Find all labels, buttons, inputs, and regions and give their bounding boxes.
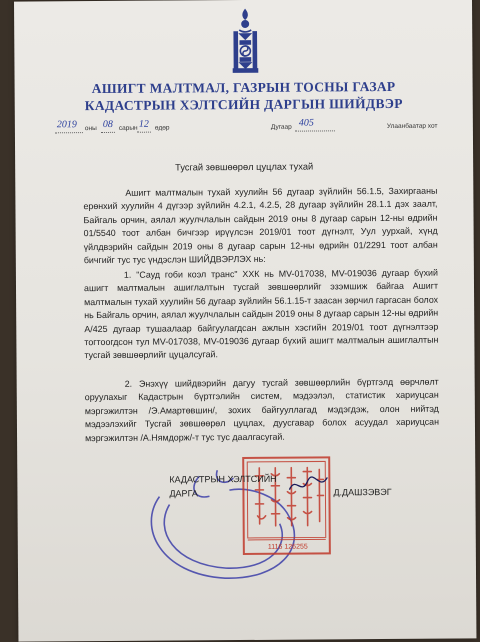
date-month-label: сарын bbox=[118, 124, 138, 132]
document-page bbox=[14, 0, 476, 642]
date-month-line bbox=[101, 132, 115, 133]
signatory-title-line2: ДАРГА bbox=[169, 488, 198, 499]
date-month: 08 bbox=[102, 118, 113, 130]
document-type: КАДАСТРЫН ХЭЛТСИЙН ДАРГЫН ШИЙДВЭР bbox=[84, 95, 403, 114]
decision-title: Тусгай зөвшөөрөл цуцлах тухай bbox=[175, 161, 314, 173]
decision-item-2: 2. Энэхүү шийдвэрийн дагуу тусгай зөвшөөрлийн бүртгэлд өөрчлөлт оруулахыг Кадастрын бүртгэлийн систем, мэдээлэл, статистик хариуцсан мэргэжилтэн /Э.Амартөвшин/, зохих байгууллагад мэдэгдэж, олон нийтэд мэдээлэхийг Тусгай зөвшөөрөл цуцлах, дуусгавар болох асуудал хариуцсан мэргэжилтэн /А.Нямдорж/-т тус тус даалгасугай. bbox=[84, 376, 439, 443]
signatory-name: Д.ДАШЗЭВЭГ bbox=[333, 486, 392, 498]
number-line bbox=[295, 130, 335, 131]
date-year: 2019 bbox=[56, 119, 77, 131]
state-emblem-icon bbox=[230, 8, 260, 74]
agency-name: АШИГТ МАЛТМАЛ, ГАЗРЫН ТОСНЫ ГАЗАР bbox=[91, 78, 396, 97]
stamp-number: 1116 126255 bbox=[267, 543, 308, 551]
date-year-label: оны bbox=[84, 125, 97, 133]
handwritten-signature-icon bbox=[285, 471, 331, 497]
date-day-label: өдөр bbox=[154, 124, 170, 132]
city-label: Улаанбаатар хот bbox=[386, 122, 438, 130]
number-label: Дугаар bbox=[270, 123, 292, 131]
number-value: 405 bbox=[298, 117, 314, 129]
date-day-line bbox=[137, 132, 151, 133]
preamble-paragraph: Ашигт малтмалын тухай хуулийн 56 дугаар зүйлийн 56.1.5, Захиргааны ерөнхий хуулийн 4 дүгээр зүйлийн 4.2.1, 4.2.5, 28 дугаар зүйлийн 28.1.1 дэх заалт, Байгаль орчин, аялал жуулчлалын сайдын 2019 оны 8 дугаар сарын 12-ны өдрийн 01/5540 тоот албан бичгээр ирүүлсэн 2019/01 тоот дүгнэлт, Уул уурхай, хүнд үйлдвэрийн сайдын 2019 оны 8 дугаар сарын 12-ны өдрийн 01/2291 тоот албан бичгийг тус тус үндэслэн ШИЙДВЭРЛЭХ нь: bbox=[83, 185, 438, 266]
signatory-title-line1: КАДАСТРЫН ХЭЛТСИЙН bbox=[169, 473, 277, 485]
date-day: 12 bbox=[138, 118, 149, 130]
decision-item-1: 1. "Сауд гоби коэл транс" ХХК нь MV-017038, MV-019036 дугаар бүхий ашигт малтмалын ашиглалтын тусгай зөвшөөрлийг эзэмшиж байгаа Ашигт малтмалын тухай хуулийн 56 дугаар зүйлийн 56.1.15-т заасан зөрчил гаргасан болох нь Байгаль орчин, аялал жуулчлалын сайдын 2019 оны 8 дугаар сарын 12-ны өдрийн А/425 дугаар тушаалаар байгуулагдсан ажлын хэсгийн 2019/01 тоот дүгнэлтээр тогтоогдсон тул MV-017038, MV-019036 дугаар бүхий ашигт малтмалын ашиглалтын тусгай зөвшөөрлийг цуцалсугай. bbox=[83, 267, 439, 361]
date-year-line bbox=[55, 132, 83, 133]
